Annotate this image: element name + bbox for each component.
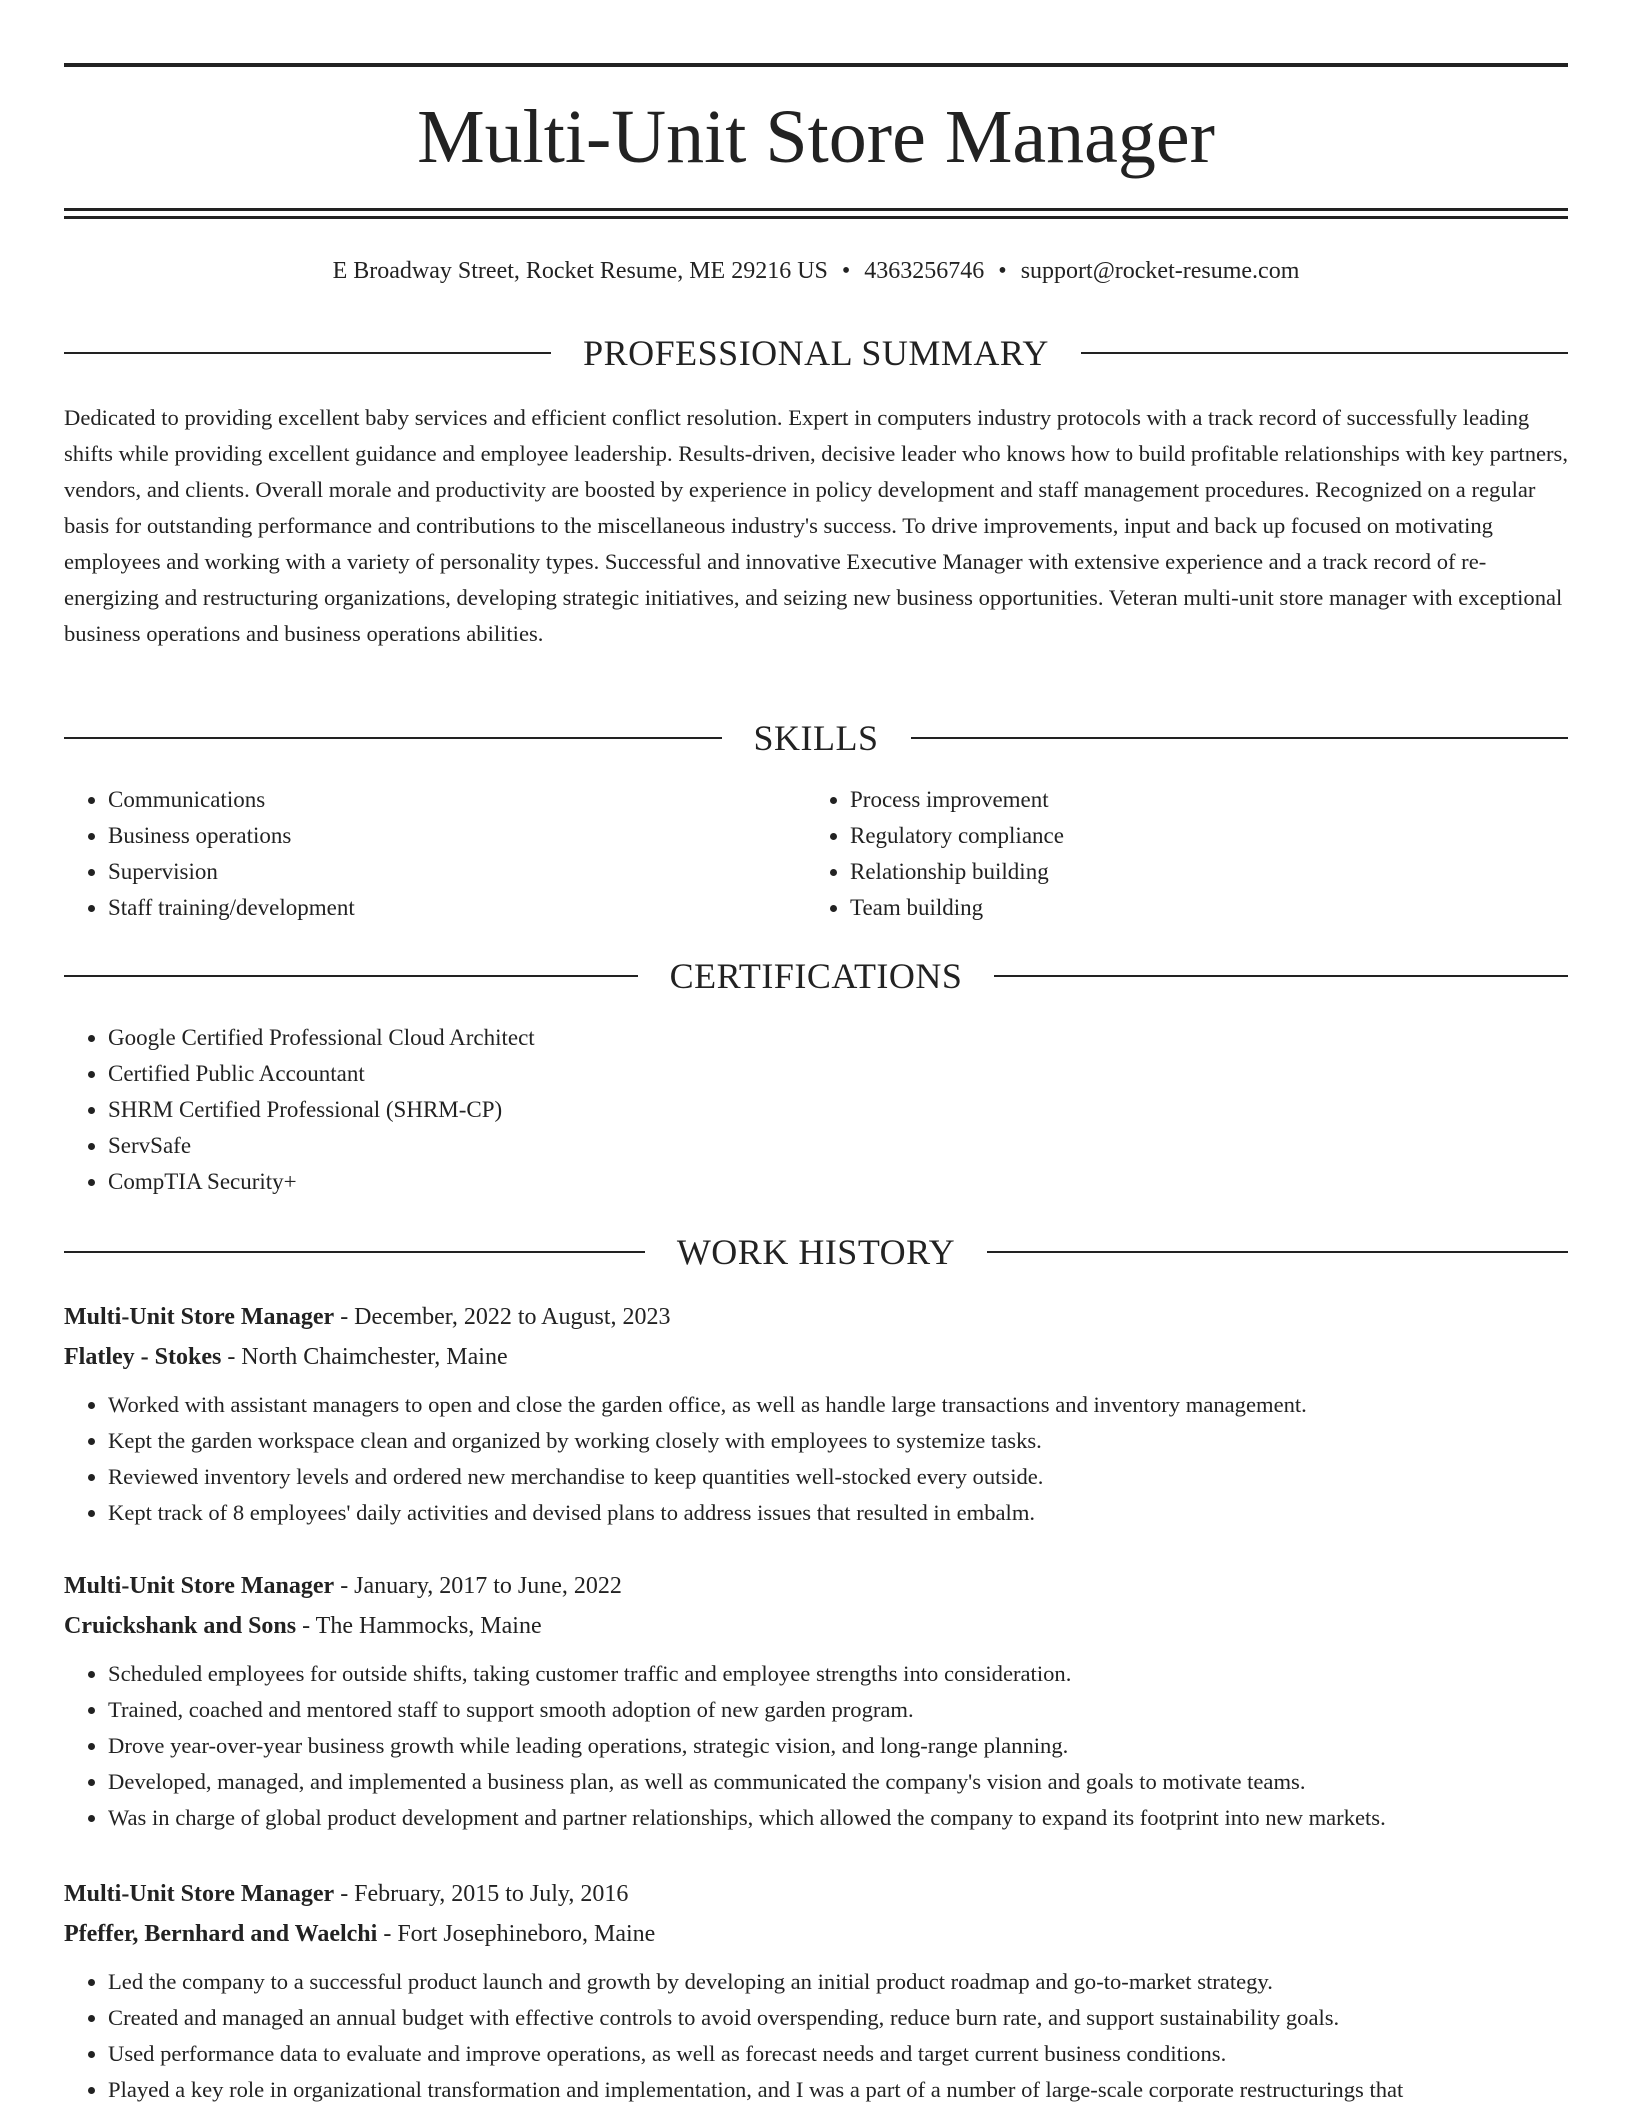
section-title: SKILLS xyxy=(753,718,879,758)
title-double-rule xyxy=(64,208,1568,219)
section-header-skills xyxy=(64,718,1568,758)
section-title: WORK HISTORY xyxy=(676,1232,956,1272)
job-entry xyxy=(64,1566,1568,1836)
job-bullet: • Trained, coached and mentored staff to support smooth adoption of new garden program. xyxy=(108,1692,1568,1728)
job-bullet: • Was in charge of global product development and partner relationships, which allowed the company to expand its footprint into new markets. xyxy=(108,1800,1568,1836)
section-title: PROFESSIONAL SUMMARY xyxy=(583,333,1049,373)
skill-item: • Regulatory compliance xyxy=(850,818,1506,854)
job-bullet: • Created and managed an annual budget with effective controls to avoid overspending, reduce burn rate, and support sustainability goals. xyxy=(108,2000,1568,2036)
section-rule xyxy=(987,1251,1568,1253)
job-bullet: • Worked with assistant managers to open and close the garden office, as well as handle large transactions and inventory management. xyxy=(108,1387,1568,1423)
job-bullet: • Played a key role in organizational transformation and implementation, and I was a part of a number of large-scale corporate restructurings that xyxy=(108,2072,1568,2108)
section-rule xyxy=(64,975,638,977)
certification-item: • SHRM Certified Professional (SHRM-CP) xyxy=(108,1092,964,1128)
job-entry xyxy=(64,1874,1568,2108)
job-role: Multi-Unit Store Manager xyxy=(64,1573,335,1599)
section-rule xyxy=(1081,352,1568,354)
resume-title: Multi-Unit Store Manager xyxy=(417,95,1215,179)
job-bullet: • Kept the garden workspace clean and organized by working closely with employees to systemize tasks. xyxy=(108,1423,1568,1459)
section-header-summary xyxy=(64,333,1568,373)
job-role-line xyxy=(64,1874,1568,1914)
certification-item: • ServSafe xyxy=(108,1128,964,1164)
job-company: Pfeffer, Bernhard and Waelchi xyxy=(64,1921,378,1947)
skill-item: • Staff training/development xyxy=(108,890,764,926)
skill-item: • Communications xyxy=(108,782,764,818)
job-role-line xyxy=(64,1566,1568,1606)
job-bullet: • Scheduled employees for outside shifts, taking customer traffic and employee strengths into consideration. xyxy=(108,1656,1568,1692)
job-location: - Fort Josephineboro, Maine xyxy=(377,1921,656,1947)
job-entry xyxy=(64,1297,1568,1531)
job-bullets xyxy=(64,1964,1568,2108)
certifications-list xyxy=(64,1020,964,1200)
skill-item: • Business operations xyxy=(108,818,764,854)
section-title: CERTIFICATIONS xyxy=(669,956,963,996)
job-company: Cruickshank and Sons xyxy=(64,1613,297,1639)
skill-item: • Supervision xyxy=(108,854,764,890)
job-bullet: • Used performance data to evaluate and improve operations, as well as forecast needs and target current business conditions. xyxy=(108,2036,1568,2072)
certification-item: • CompTIA Security+ xyxy=(108,1164,964,1200)
section-rule xyxy=(64,737,722,739)
contact-phone: 4363256746 xyxy=(864,258,985,284)
job-bullets xyxy=(64,1656,1568,1836)
skill-item: • Team building xyxy=(850,890,1506,926)
skill-item: • Relationship building xyxy=(850,854,1506,890)
job-location: - The Hammocks, Maine xyxy=(296,1613,542,1639)
job-company-line xyxy=(64,1606,1568,1646)
job-company-line xyxy=(64,1914,1568,1954)
contact-email: support@rocket-resume.com xyxy=(1020,258,1300,284)
job-bullets xyxy=(64,1387,1568,1531)
job-bullet: • Reviewed inventory levels and ordered new merchandise to keep quantities well-stocked every outside. xyxy=(108,1459,1568,1495)
summary-paragraph: Dedicated to providing excellent baby services and efficient conflict resolution. Expert in computers industry protocols with a track record of successfully leading shifts while providing excellent guidance and employee leadership. Results-driven, decisive leader who knows how to build profitable relationships with key partners, vendors, and clients. Overall morale and productivity are boosted by experience in policy development and staff management procedures. Recognized on a regular basis for outstanding performance and contributions to the miscellaneous industry's success. To drive improvements, input and back up focused on motivating employees and working with a variety of personality types. Successful and innovative Executive Manager with extensive experience and a track record of re-energizing and restructuring organizations, developing strategic initiatives, and seizing new business opportunities. Veteran multi-unit store manager with exceptional business operations and business operations abilities. xyxy=(64,405,1568,646)
job-bullet: • Drove year-over-year business growth while leading operations, strategic vision, and long-range planning. xyxy=(108,1728,1568,1764)
job-bullet: • Led the company to a successful product launch and growth by developing an initial product roadmap and go-to-market strategy. xyxy=(108,1964,1568,2000)
skills-column-left xyxy=(64,782,764,926)
job-dates: - February, 2015 to July, 2016 xyxy=(334,1881,629,1907)
job-role: Multi-Unit Store Manager xyxy=(64,1304,335,1330)
section-header-work-history xyxy=(64,1232,1568,1272)
job-location: - North Chaimchester, Maine xyxy=(221,1344,508,1370)
section-rule xyxy=(64,352,551,354)
section-rule xyxy=(911,737,1569,739)
job-bullet: • Developed, managed, and implemented a business plan, as well as communicated the company's vision and goals to motivate teams. xyxy=(108,1764,1568,1800)
job-dates: - January, 2017 to June, 2022 xyxy=(334,1573,622,1599)
section-header-certifications xyxy=(64,956,1568,996)
contact-address: E Broadway Street, Rocket Resume, ME 29216 US xyxy=(332,258,828,284)
skill-item: • Process improvement xyxy=(850,782,1506,818)
section-rule xyxy=(994,975,1568,977)
job-dates: - December, 2022 to August, 2023 xyxy=(334,1304,671,1330)
contact-separator: • xyxy=(841,258,851,284)
certification-item: • Google Certified Professional Cloud Architect xyxy=(108,1020,964,1056)
job-company-line xyxy=(64,1337,1568,1377)
certification-item: • Certified Public Accountant xyxy=(108,1056,964,1092)
job-company: Flatley - Stokes xyxy=(64,1344,222,1370)
job-role-line xyxy=(64,1297,1568,1337)
section-rule xyxy=(64,1251,645,1253)
contact-line xyxy=(64,256,1568,286)
job-role: Multi-Unit Store Manager xyxy=(64,1881,335,1907)
contact-separator: • xyxy=(998,258,1007,284)
skills-column-right xyxy=(806,782,1506,926)
top-rule xyxy=(64,63,1568,67)
job-bullet: • Kept track of 8 employees' daily activities and devised plans to address issues that resulted in embalm. xyxy=(108,1495,1568,1531)
